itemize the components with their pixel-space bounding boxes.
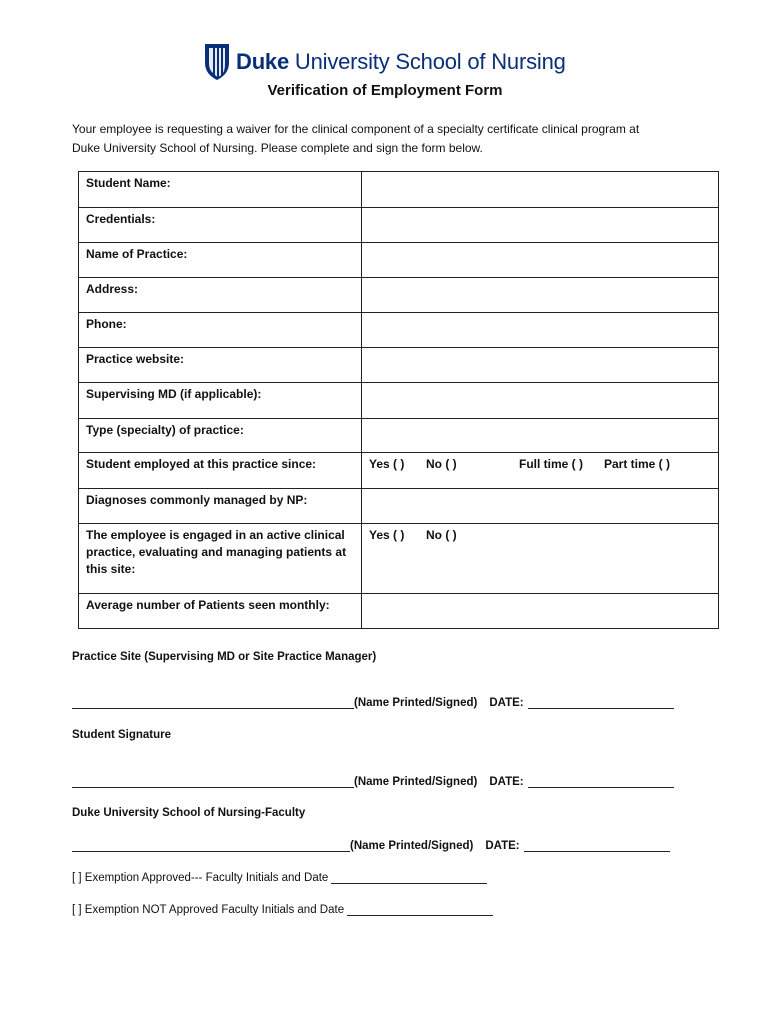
table-row	[79, 383, 719, 419]
intro-line-2: Duke University School of Nursing. Please complete and sign the form below.	[72, 141, 483, 155]
practice-site-signature-row	[72, 696, 674, 709]
exemption-approved-line[interactable]	[331, 871, 487, 884]
part-time-option[interactable]: Part time ( )	[604, 457, 671, 471]
student-date-line[interactable]	[528, 775, 674, 788]
supervising-md-label: Supervising MD (if applicable):	[79, 383, 362, 419]
exemption-not-approved-line[interactable]	[347, 903, 493, 916]
practice-site-date-line[interactable]	[528, 696, 674, 709]
practice-site-date-label: DATE:	[489, 697, 524, 709]
engaged-label-line-3: this site:	[86, 562, 136, 576]
credentials-field[interactable]	[362, 208, 719, 243]
engaged-yes-option[interactable]: Yes ( )	[369, 528, 405, 542]
employed-since-options	[362, 453, 719, 489]
table-row	[79, 348, 719, 383]
intro-line-1: Your employee is requesting a waiver for the clinical component of a specialty certificate clinical program at	[72, 122, 640, 136]
table-row	[79, 453, 719, 489]
avg-patients-field[interactable]	[362, 594, 719, 629]
engaged-label-line-2: practice, evaluating and managing patients at	[86, 545, 347, 559]
table-row	[79, 489, 719, 524]
table-row	[79, 524, 719, 594]
practice-site-heading: Practice Site (Supervising MD or Site Practice Manager)	[72, 651, 377, 663]
student-signature-row	[72, 775, 674, 788]
student-signature-heading: Student Signature	[72, 729, 172, 741]
practice-name-label: Name of Practice:	[79, 243, 362, 278]
student-name-field[interactable]	[362, 172, 719, 208]
table-row	[79, 208, 719, 243]
table-row	[79, 172, 719, 208]
employed-no-option[interactable]: No ( )	[426, 457, 457, 471]
employed-since-label: Student employed at this practice since:	[79, 453, 362, 489]
engaged-options	[362, 524, 719, 594]
faculty-name-printed: (Name Printed/Signed)	[350, 840, 474, 852]
student-name-printed: (Name Printed/Signed)	[354, 776, 478, 788]
table-row	[79, 594, 719, 629]
student-signature-line[interactable]	[72, 775, 354, 788]
website-label: Practice website:	[79, 348, 362, 383]
table-row	[79, 243, 719, 278]
student-date-label: DATE:	[489, 776, 524, 788]
brand-rest: University School of Nursing	[294, 49, 566, 74]
website-field[interactable]	[362, 348, 719, 383]
diagnoses-label: Diagnoses commonly managed by NP:	[79, 489, 362, 524]
faculty-signature-row	[72, 839, 670, 852]
practice-name-field[interactable]	[362, 243, 719, 278]
brand-bold: Duke	[236, 49, 289, 74]
table-row	[79, 419, 719, 453]
faculty-date-label: DATE:	[485, 840, 520, 852]
student-name-label: Student Name:	[79, 172, 362, 208]
faculty-signature-line[interactable]	[72, 839, 350, 852]
header	[204, 42, 566, 82]
address-field[interactable]	[362, 278, 719, 313]
faculty-date-line[interactable]	[524, 839, 670, 852]
exemption-approved-row	[72, 871, 487, 884]
table-row	[79, 278, 719, 313]
practice-site-name-printed: (Name Printed/Signed)	[354, 697, 478, 709]
brand-name	[236, 49, 566, 75]
full-time-option[interactable]: Full time ( )	[519, 457, 583, 471]
employed-yes-option[interactable]: Yes ( )	[369, 457, 405, 471]
engaged-no-option[interactable]: No ( )	[426, 528, 457, 542]
phone-field[interactable]	[362, 313, 719, 348]
avg-patients-label: Average number of Patients seen monthly:	[79, 594, 362, 629]
form-title: Verification of Employment Form	[267, 82, 503, 99]
employment-form-table	[78, 171, 719, 629]
duke-shield-logo	[204, 43, 230, 81]
table-row	[79, 313, 719, 348]
exemption-approved-label[interactable]: [ ] Exemption Approved--- Faculty Initials and Date	[72, 872, 329, 884]
specialty-field[interactable]	[362, 419, 719, 453]
address-label: Address:	[79, 278, 362, 313]
supervising-md-field[interactable]	[362, 383, 719, 419]
exemption-not-approved-label[interactable]: [ ] Exemption NOT Approved Faculty Initials and Date	[72, 904, 345, 916]
practice-site-signature-line[interactable]	[72, 696, 354, 709]
credentials-label: Credentials:	[79, 208, 362, 243]
exemption-not-approved-row	[72, 903, 493, 916]
specialty-label: Type (specialty) of practice:	[79, 419, 362, 453]
engaged-label	[79, 524, 362, 594]
diagnoses-field[interactable]	[362, 489, 719, 524]
intro-text	[72, 120, 712, 158]
engaged-label-line-1: The employee is engaged in an active clinical	[86, 528, 345, 542]
faculty-heading: Duke University School of Nursing-Faculty	[72, 807, 306, 819]
phone-label: Phone:	[79, 313, 362, 348]
